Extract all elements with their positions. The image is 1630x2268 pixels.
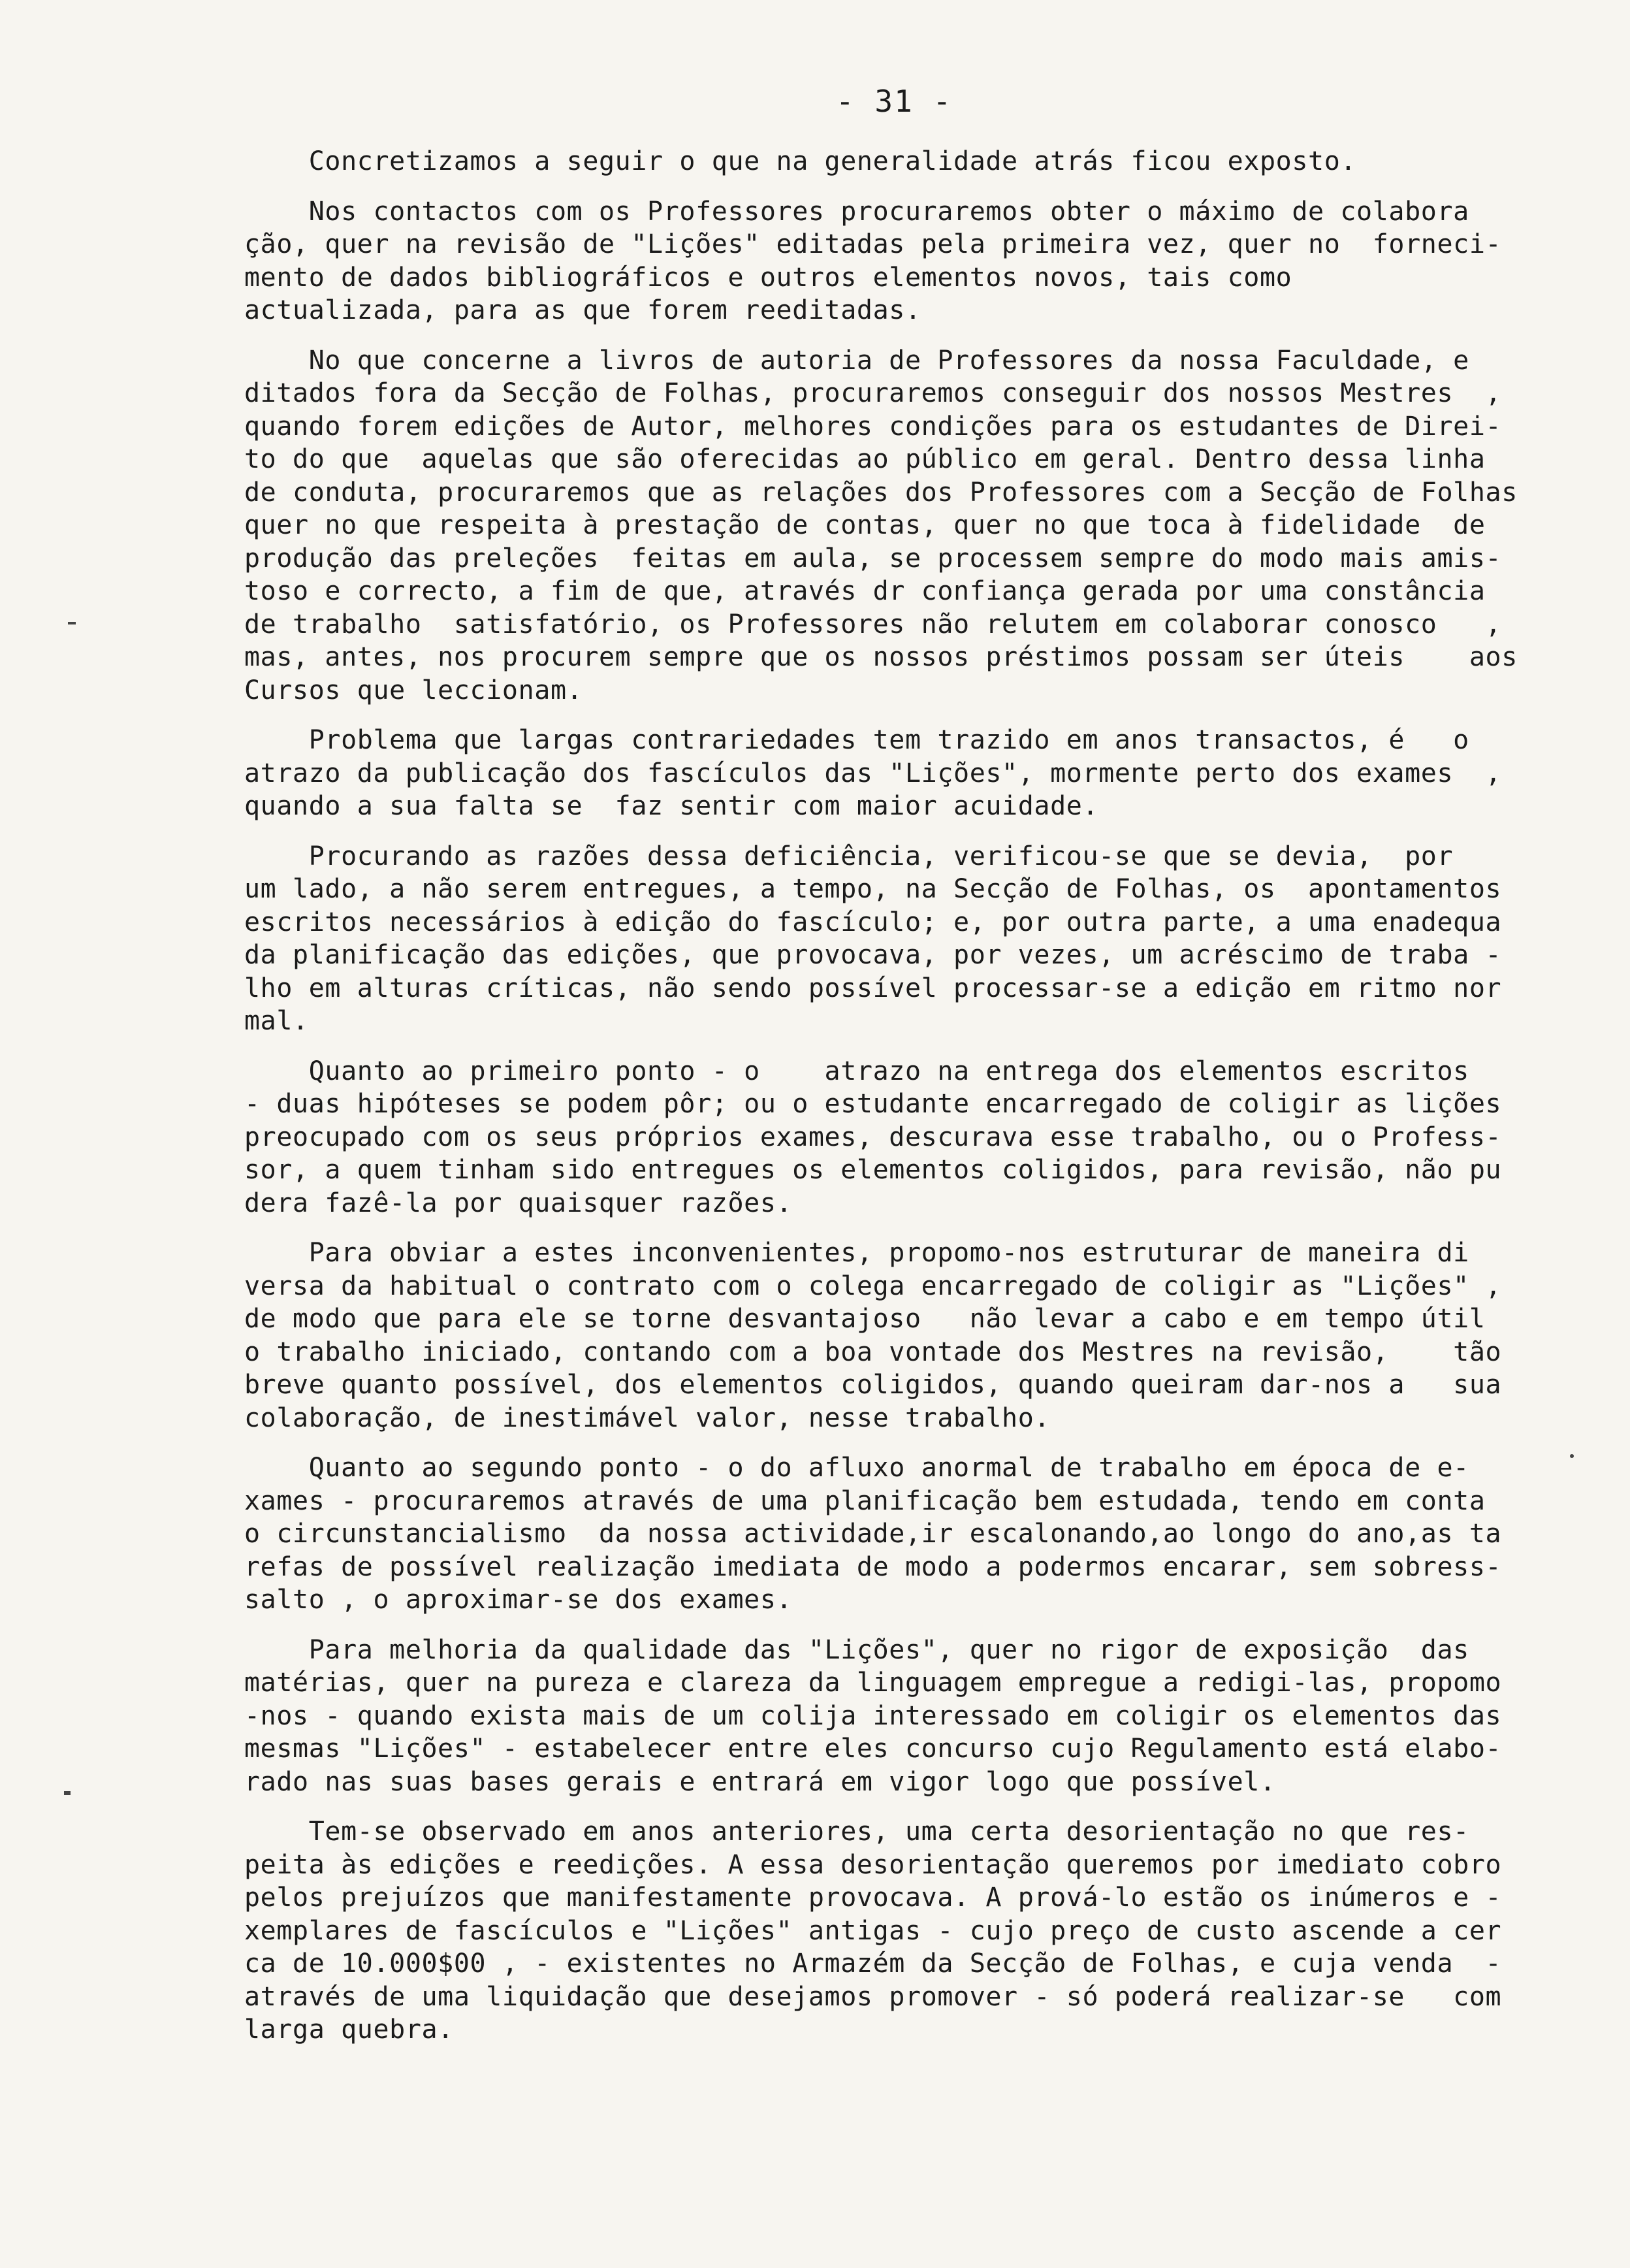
paragraph [244,1815,1537,2047]
text-line: mas, antes, nos procurem sempre que os nossos préstimos possam ser úteis aos [244,642,1518,672]
body-text [244,145,1537,2064]
text-line: quer no que respeita à prestação de contas, quer no que toca à fidelidade de [244,510,1486,540]
text-line: o circunstancialismo da nossa actividade,ir escalonando,ao longo do ano,as ta [244,1519,1502,1549]
text-line: de modo que para ele se torne desvantajoso não levar a cabo e em tempo útil [244,1304,1486,1334]
scan-mark [1570,1454,1574,1458]
text-line: Concretizamos a seguir o que na generalidade atrás ficou exposto. [244,146,1357,176]
text-line: to do que aquelas que são oferecidas ao público em geral. Dentro dessa linha [244,444,1486,474]
paragraph [244,195,1537,327]
text-line: ção, quer na revisão de "Lições" editadas pela primeira vez, quer no forneci- [244,229,1502,259]
paragraph [244,145,1537,178]
text-line: xemplares de fascículos e "Lições" antigas - cujo preço de custo ascende a cer [244,1915,1502,1946]
paragraph [244,1055,1537,1220]
text-line: de conduta, procuraremos que as relações dos Professores com a Secção de Folhas [244,477,1518,508]
text-line: Cursos que leccionam. [244,675,583,705]
text-line: produção das preleções feitas em aula, se processem sempre do modo mais amis- [244,543,1502,574]
text-line: ditados fora da Secção de Folhas, procuraremos conseguir dos nossos Mestres , [244,378,1502,408]
text-line: mesmas "Lições" - estabelecer entre eles concurso cujo Regulamento está elabo- [244,1734,1502,1764]
text-line: quando forem edições de Autor, melhores condições para os estudantes de Direi- [244,411,1502,442]
paragraph [244,1451,1537,1617]
text-line: escritos necessários à edição do fascículo; e, por outra parte, a uma enadequa [244,907,1502,937]
text-line: Problema que largas contrariedades tem trazido em anos transactos, é o [244,725,1469,755]
text-line: matérias, quer na pureza e clareza da linguagem empregue a redigi-las, propomo [244,1668,1502,1698]
text-line: Nos contactos com os Professores procuraremos obter o máximo de colabora [244,196,1469,227]
text-line: peita às edições e reedições. A essa desorientação queremos por imediato cobro [244,1849,1502,1880]
paragraph [244,724,1537,823]
text-line: larga quebra. [244,2015,454,2045]
scan-mark [64,1791,71,1795]
text-line: através de uma liquidação que desejamos promover - só poderá realizar-se com [244,1981,1502,2012]
text-line: o trabalho iniciado, contando com a boa vontade dos Mestres na revisão, tão [244,1336,1502,1367]
text-line: mal. [244,1006,309,1036]
text-line: Procurando as razões dessa deficiência, verificou-se que se devia, por [244,841,1454,871]
text-line: actualizada, para as que forem reeditadas. [244,295,921,325]
text-line: versa da habitual o contrato com o colega encarregado de coligir as "Lições" , [244,1271,1502,1301]
text-line: salto , o aproximar-se dos exames. [244,1585,793,1615]
text-line: mento de dados bibliográficos e outros elementos novos, tais como [244,262,1292,293]
text-line: xames - procuraremos através de uma planificação bem estudada, tendo em conta [244,1485,1486,1516]
text-line: Quanto ao segundo ponto - o do afluxo anormal de trabalho em época de e- [244,1453,1469,1483]
text-line: quando a sua falta se faz sentir com maior acuidade. [244,791,1099,821]
text-line: No que concerne a livros de autoria de Professores da nossa Faculdade, e [244,345,1469,376]
text-line: Para obviar a estes inconvenientes, propomo-nos estruturar de maneira di [244,1238,1469,1268]
text-line: da planificação das edições, que provocava, por vezes, um acréscimo de traba - [244,940,1502,970]
text-line: pelos prejuízos que manifestamente provocava. A prová-lo estão os inúmeros e - [244,1883,1502,1913]
page-number: - 31 - [836,84,953,119]
text-line: ca de 10.000$00 , - existentes no Armazém da Secção de Folhas, e cuja venda - [244,1949,1502,1979]
text-line: toso e correcto, a fim de que, através dr confiança gerada por uma constância [244,576,1486,606]
text-line: Quanto ao primeiro ponto - o atrazo na entrega dos elementos escritos [244,1056,1469,1086]
text-line: refas de possível realização imediata de modo a podermos encarar, sem sobress- [244,1551,1502,1582]
text-line: Tem-se observado em anos anteriores, uma certa desorientação no que res- [244,1817,1469,1847]
text-line: um lado, a não serem entregues, a tempo, na Secção de Folhas, os apontamentos [244,874,1502,904]
text-line: -nos - quando exista mais de um colija interessado em coligir os elementos das [244,1700,1502,1731]
text-line: atrazo da publicação dos fascículos das "Lições", mormente perto dos exames , [244,758,1502,788]
text-line: de trabalho satisfatório, os Professores não relutem em colaborar conosco , [244,609,1502,640]
text-line: - duas hipóteses se podem pôr; ou o estudante encarregado de coligir as lições [244,1089,1502,1119]
scan-mark [68,622,76,624]
paragraph [244,1634,1537,1799]
text-line: breve quanto possível, dos elementos coligidos, quando queiram dar-nos a sua [244,1370,1502,1400]
text-line: Para melhoria da qualidade das "Lições", quer no rigor de exposição das [244,1634,1469,1665]
paragraph [244,1237,1537,1434]
text-line: rado nas suas bases gerais e entrará em vigor logo que possível. [244,1766,1276,1797]
paragraph [244,840,1537,1038]
text-line: dera fazê-la por quaisquer razões. [244,1188,793,1218]
paragraph [244,344,1537,707]
text-line: sor, a quem tinham sido entregues os elementos coligidos, para revisão, não pu [244,1155,1502,1185]
text-line: colaboração, de inestimável valor, nesse trabalho. [244,1402,1051,1433]
text-line: preocupado com os seus próprios exames, descurava esse trabalho, ou o Profess- [244,1122,1502,1152]
text-line: lho em alturas críticas, não sendo possível processar-se a edição em ritmo nor [244,973,1502,1003]
